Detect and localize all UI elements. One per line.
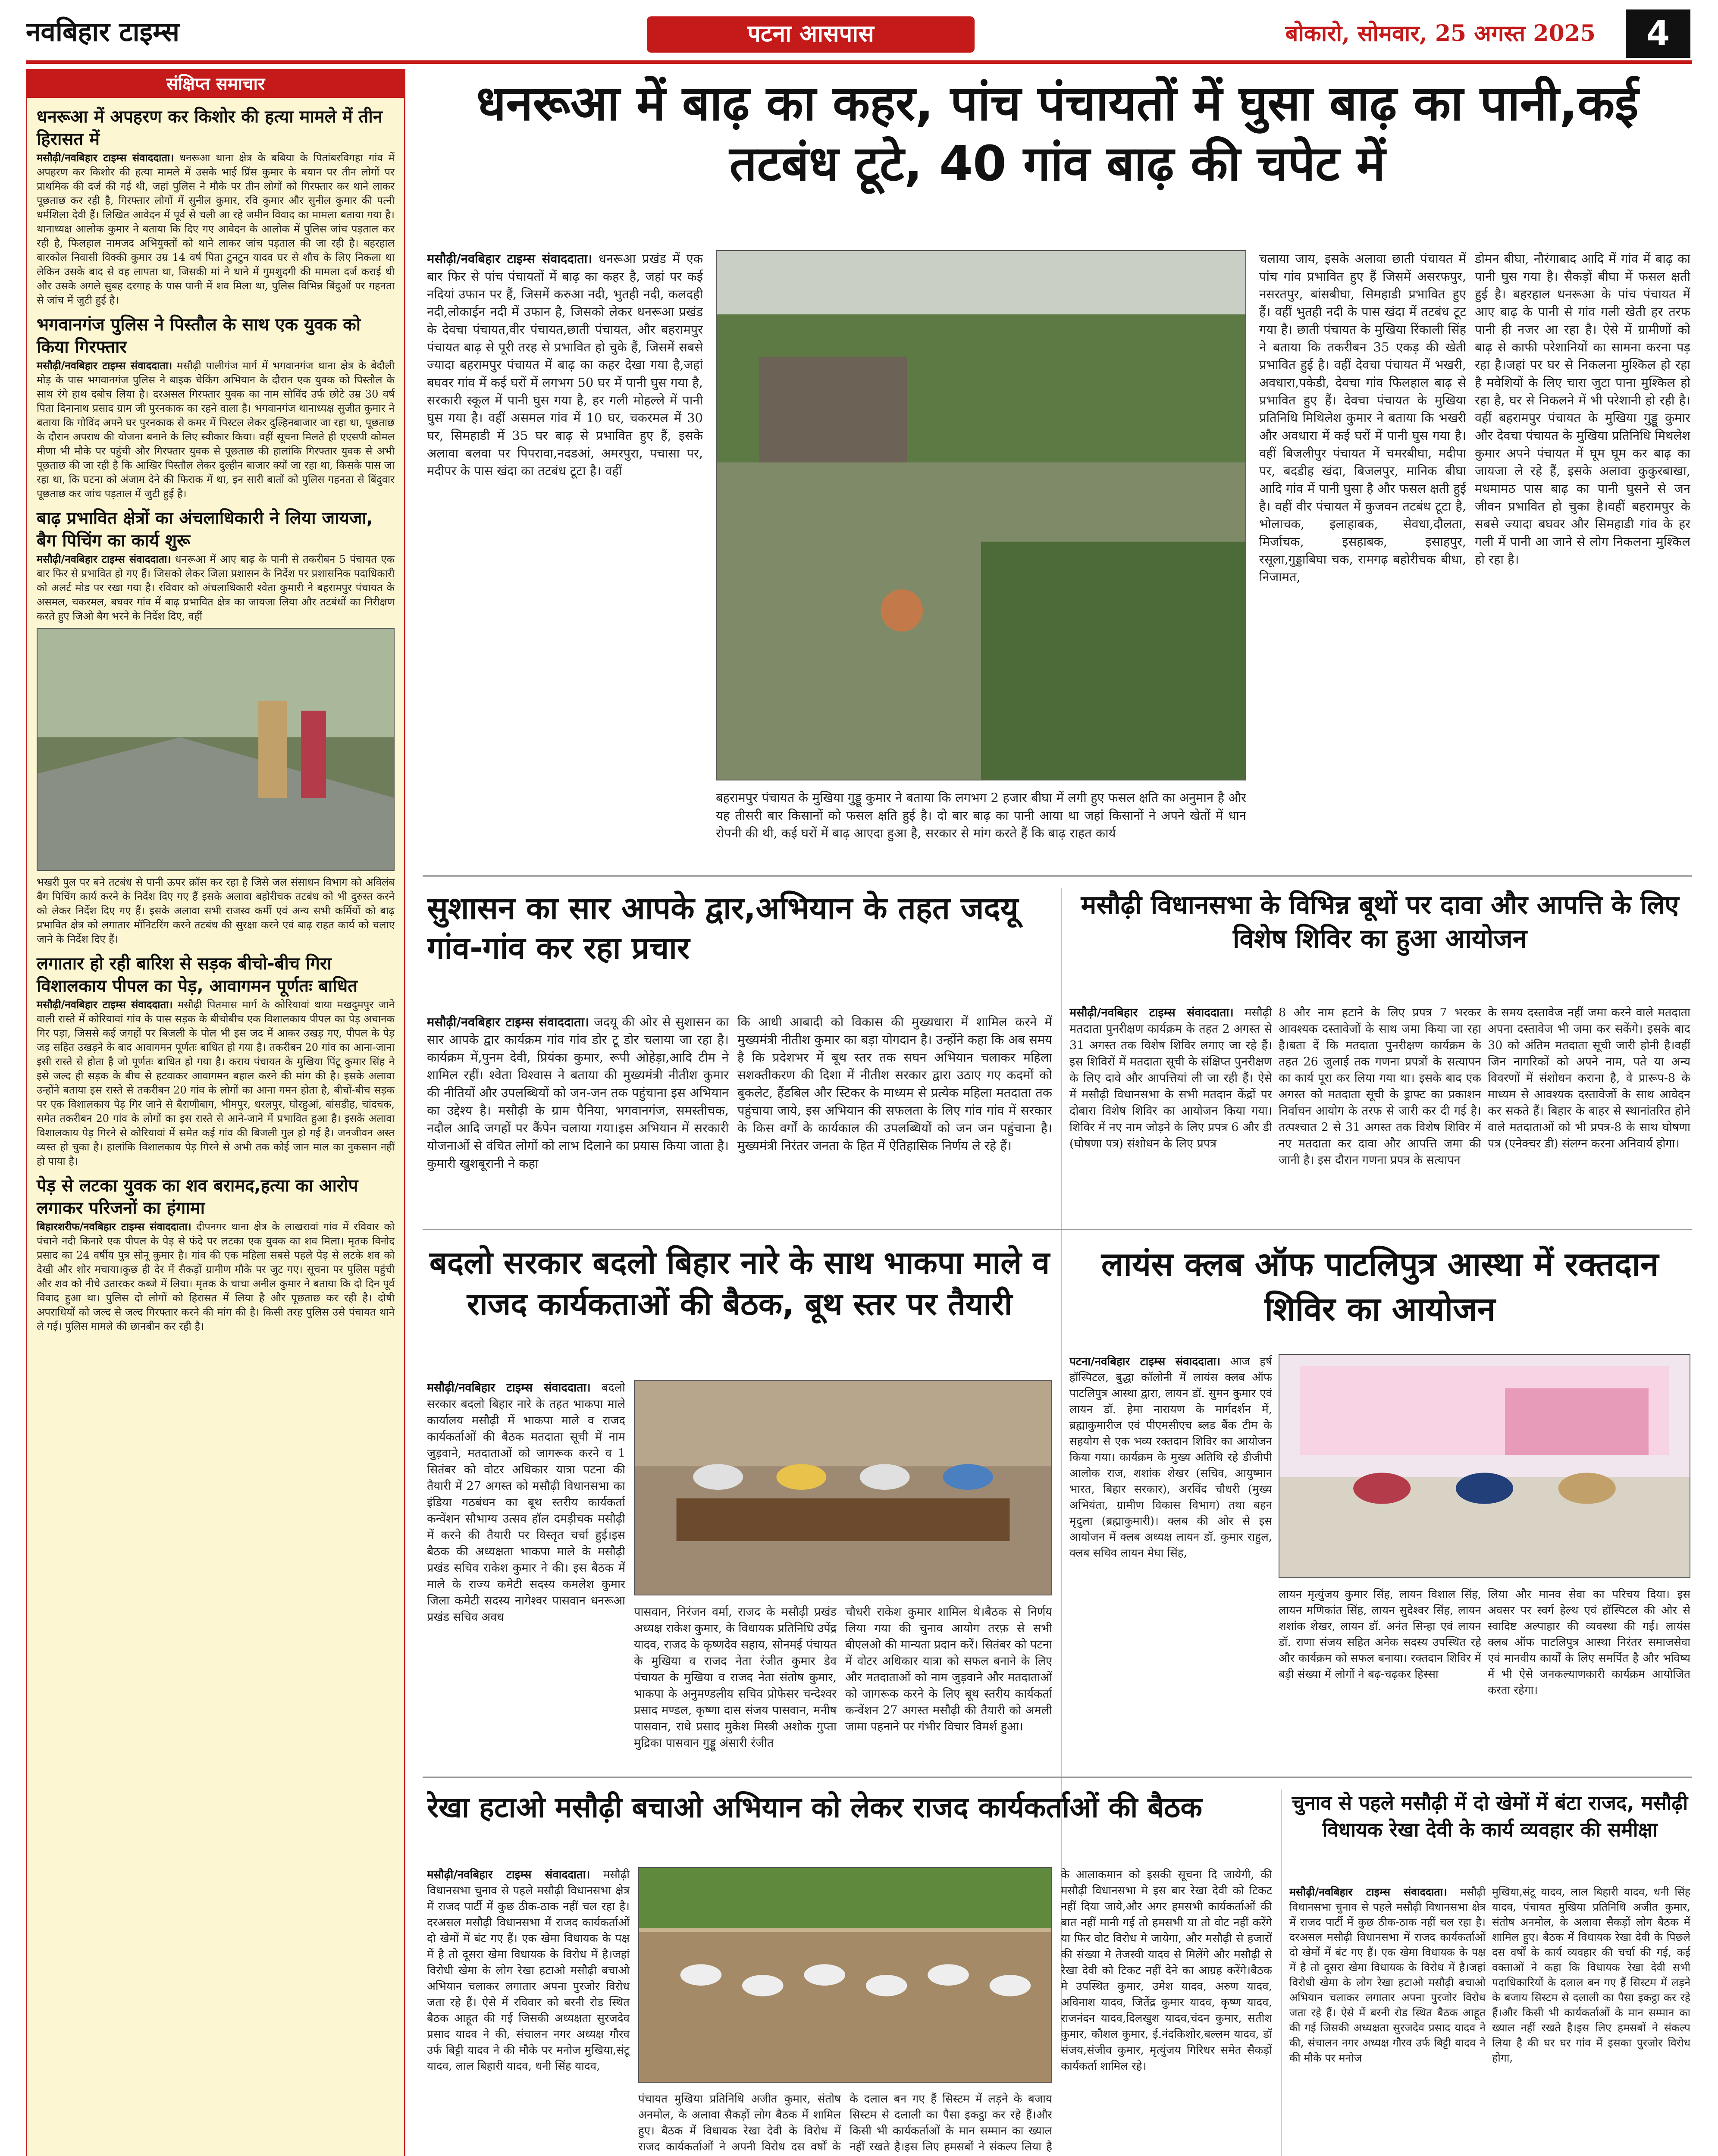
split-col-1 <box>1289 1884 1486 2156</box>
section-divider <box>423 875 1692 877</box>
meeting-photo-icon <box>635 1381 1051 1595</box>
jdu-col-2: कि आधी आबादी को विकास की मुख्यधारा में शामिल करने में मुख्यमंत्री नीतीश कुमार का बड़ा योगदान है। उन्होंने कहा कि अब समय है कि प्रदेशभर में बूथ स्तर तक सघन अभियान चलाकर महिला सशक्तीकरण की दिशा में नीतीश सरकार द्वारा उठाए गए कदमों को बुकलेट, हैंडबिल और स्टिकर के माध्यम से प्रत्येक महिला मतदाता तक पहुंचाया जाये, इस अभियान की सफलता के लिए गांव गांव में सरकार के किस वर्गों के कार्यकाल की उपलब्धियों को जन जन पहुंचाना है। मुख्यमंत्री निरंतर जनता के हित में ऐतिहासिक निर्णय ले रहे हैं। <box>737 1015 1052 1153</box>
story-text: बदलो सरकार बदलो बिहार नारे के तहत भाकपा माले कार्यालय मसौढ़ी में भाकपा माले व राजद कार्यकर्ताओं की बैठक मतदाता सूची में नाम जुड़वाने, मतदाताओं को जागरूक करने व 1 सितंबर को वोटर अधिकार यात्रा पटना की तैयारी में 27 अगस्त को मसौढ़ी विधानसभा का इंडिया गठबंधन का बूथ स्तरीय कार्यकर्ता कन्वेंशन सौभाग्य उत्सव हॉल दमड़ीचक मसौढ़ी में करने की तैयारी पर विस्तृत चर्चा हुई।इस बैठक की अध्यक्षता भाकपा माले के मसौढ़ी प्रखंड सचिव राकेश कुमार ने की। इस बैठक में माले के राज्य कमेटी सदस्य कमलेश कुमार जिला कमेटी सदस्य नागेश्वर पासवान धनरूआ प्रखंड सचिव अवध <box>427 1381 625 1624</box>
story-text: आज हर्ष हॉस्पिटल, बुद्धा कॉलोनी में लायंस क्लब ऑफ पाटलिपुत्र आस्था द्वारा, लायन डॉ. सुमन कुमार एवं लायन डॉ. हेमा नारायण के मार्गदर्शन में, ब्रह्माकुमारीज एवं पीएमसीएच ब्लड बैंक टीम के सहयोग से एक भव्य रक्तदान शिविर का आयोजन किया गया। <box>1069 1355 1272 1464</box>
story-text: धनरूआ प्रखंड में एक बार फिर से पांच पंचायतों में बाढ़ का कहर है, जहां पर कई नदियां उफान पर हैं, जिसमें करुआ नदी, भुतही नदी, कलदही नदी,लोकाईन नदी में उफान है, जिसको लेकर धनरूआ प्रखंड के देवचा पंचायत,वीर पंचायत,छाती पंचायत, और बहरामपुर पंचायत बाढ़ से पूरी तरह से प्रभावित हो चुके हैं, जिसमें सबसे ज्यादा बहरामपुर पंचायत में बाढ़ का कहर देखा गया है,जहां बघवर गांव में कई घरों में लगभग 50 घर में पानी घुस गया है, सरकारी स्कूल में पानी घुस गया है, हर गली मोहल्ले में पानी घुस गया है। वहीं असमल गांव में 10 घर, चकरमल में 30 घर, सिमहाडी में 35 घर बाढ़ से प्रभावित हुए हैं, इसके अलावा बलवा पर पिपरावा,नदडआं, अमरपुरा, पचासा पर, मदीपर के पास खंदा का तटबंध टूटा है। वहीं <box>427 251 703 478</box>
section-label: पटना आसपास <box>647 16 975 53</box>
byline: मसौढ़ी/नवबिहार टाइम्स संवाददाता। <box>427 1868 590 1881</box>
sidebar-story-headline: पेड़ से लटका युवक का शव बरामद,हत्या का आरोप लगाकर परिजनों का हंगामा <box>37 1176 358 1218</box>
story-text: कार्यक्रम के मुख्य अतिथि रहे डीजीपी आलोक राज, शशांक शेखर (सचिव, आयुष्मान भारत, बिहार सरकार), अरविंद चौधरी (मुख्य अभियंता, ग्रामीण विकास विभाग) तथा बहन मृदुला (ब्रह्माकुमारी)। <box>1069 1451 1272 1528</box>
story-text: भखरी पुल पर बने तटबंध से पानी ऊपर क्रॉस कर रहा है जिसे जल संसाधन विभाग को अविलंब बैग पिचिंग कार्य करने के निर्देश दिए गए हैं इसके अलावा बहोरीचक तटबंध को भी दुरुस्त करने को लेकर निर्देश दिए गए हैं। इसके अलावा सभी राजस्व कर्मी एवं अन्य सभी कर्मियों को बाढ़ प्रभावित क्षेत्र को लगातार मॉनिटरिंग करने तटबंध की सुरक्षा करने एवं बाढ़ राहत कार्य को चलाए जाने के निर्देश दिए हैं। <box>37 876 395 945</box>
byline: बिहारशरीफ/नवबिहार टाइम्स संवाददाता। <box>37 1220 191 1233</box>
split-headline: चुनाव से पहले मसौढ़ी में दो खेमों में बंटा राजद, मसौढ़ी विधायक रेखा देवी के कार्य व्यवहार की समीक्षा <box>1292 1791 1688 1841</box>
story-text: दीपनगर थाना क्षेत्र के लाखरावां गांव में रविवार को पंचाने नदी किनारे एक पीपल के पेड़ से फंदे पर लटका एक युवक का शव मिला। मृतक विनोद प्रसाद का 24 वर्षीय पुत्र सोनू कुमार है। गांव की एक महिला सबसे पहले पेड़ से लटके शव को देखी और शोर मचाया।कुछ ही देर में सैकड़ों ग्रामीण मौके पर जुट गए। सूचना पर पुलिस पहुंची और शव को नीचे उतारकर कब्जे में लिया। मृतक के चाचा अनील कुमार ने बताया कि दो दिन पूर्व विवाद हुआ था। पुलिस दो लोगों को हिरासत में लिया है और पूछताछ कर रही है। दोषी अपराधियों को जल्द से जल्द गिरफ्तार करने की मांग की है। किसी तरह पुलिस उसे पंचायत थाने ले गई। पुलिस मामले की छानबीन कर रही है। <box>37 1221 395 1332</box>
lead-col-1 <box>427 250 703 867</box>
byline: मसौढ़ी/नवबिहार टाइम्स संवाददाता। <box>1069 1006 1234 1019</box>
story-text: मसौढ़ी पितमास मार्ग के कोरियावां थाया मखदुमपुर जाने वाली रास्ते में कोरियावां गांव के पास सड़क के बीचोबीच एक विशालकाय पीपल का पेड़ अचानक गिर पड़ा, जिससे कई जगहों पर बिजली के पोल भी इस जद में आकर उखड़ गए, पीपल के पेड़ जड़ सहित उखड़ने के बाद आवागमन पूर्णतः बाधित हो गया है। तकरीबन 20 गांव का आना-जाना इसी रास्ते से होता है जो पूर्णतः बाधित हो गया है। कराय पंचायत के मुखिया पिंटू कुमार सिंह ने इसे जल्द ही सड़क के बीच से हटवाकर आवागमन बहाल करने की मांग की है। इसके अलावा उन्होंने बताया इस रास्ते से तकरीबन 20 गांव के लोगों का आना गमन होता है, बीचों-बीच सड़क पर एक विशालकाय पेड़ गिर जाने से बैराणीबाग, भीमपुर, धरलपुर, घोरहुआं, बांसडीह, चांदचक, समेत तकरीबन 20 गांव के लोगों का इस रास्ते से आने-जाने में प्रभावित हुआ है। इसके अलावा विशालकाय पेड़ गिरने से कोरियावां में समेत कई गांव की बिजली गुल हो गई है। जनजीवन अस्त व्यस्त हो चुका है। हालांकि विशालकाय पेड़ गिरने से अभी तक कोई जान माल का नुकसान नहीं हो पाया है। <box>37 999 395 1167</box>
brief-news-sidebar <box>26 69 405 2156</box>
rekha-col-4: के आलाकमान को इसकी सूचना दि जायेगी, की मसौढ़ी विधानसभा मे इस बार रेखा देवी को टिकट नहीं दिया जाये,और अगर हमसभी कार्यकर्ताओं की बात नहीं मानी गई तो हमसभी या तो वोट नहीं करेंगे या फिर वोट विरोध मे जायेगा, और मसौढ़ी से हजारों की संख्या मे तेजस्वी यादव से मिलेंगे और मसौढ़ी से रेखा देवी को टिकट नहीं देने का आग्रह करेंगे।बैठक मे उपस्थित कुमार, उमेश यादव, अरुण यादव, अविनाश यादव, जितेंद्र कुमार यादव, कृष्ण यादव, राजनंदन यादव,दिलखुश यादव,चंदन कुमार, सतीश कुमार, कौशल कुमार, ई.नंदकिशोर,बल्लम यादव, डॉ संजय,संजीव कुमार, मृत्युंजय गिरिधर समेत सैकड़ों कार्यकर्ता शामिल रहे। <box>1061 1868 1272 2073</box>
camp-headline: मसौढ़ी विधानसभा के विभिन्न बूथों पर दावा और आपत्ति के लिए विशेष शिविर का हुआ आयोजन <box>1081 890 1679 954</box>
byline: मसौढ़ी/नवबिहार टाइम्स संवाददाता। <box>37 359 172 372</box>
sidebar-story-5 <box>27 1169 404 1334</box>
cpi-col-2: पासवान, निरंजन वर्मा, राजद के मसौढ़ी प्रखंड अध्यक्ष राकेश कुमार, के विधायक प्रतिनिधि उपेंद्र यादव, राजद के कृष्णदेव सहाय, सोनमई पंचायत के मुखिया व राजद नेता रंजीत कुमार डेव पंचायत के मुखिया व राजद नेता संतोष कुमार, भाकपा के अनुमण्डलीय सचिव प्रोफेसर चन्देश्वर प्रसाद मण्डल, कृष्णा दास संजय पासवान, मनीष पासवान, राधे प्रसाद मुकेश मिस्त्री अशोक गुप्ता मुद्रिका पासवान गुड्डू अंसारी रंजीत <box>634 1605 837 1750</box>
cpi-col-1 <box>427 1380 625 1768</box>
byline: पटना/नवबिहार टाइम्स संवाददाता। <box>1069 1355 1221 1368</box>
lions-col-3: लिया और मानव सेवा का परिचय दिया। इस अवसर पर स्वर्ग हेल्थ एवं हॉस्पिटल की ओर से स्वादिष्ट अल्पाहार की व्यवस्था की गई। लायंस क्लब ऑफ पाटलिपुत्र आस्था निरंतर समाजसेवा एवं मानवीय कार्यों के लिए समर्पित है और भविष्य में भी ऐसे जनकल्याणकारी कार्यक्रम आयोजित करता रहेगा। <box>1488 1588 1690 1697</box>
sidebar-story-1 <box>27 98 404 307</box>
rekha-headline: रेखा हटाओ मसौढ़ी बचाओ अभियान को लेकर राजद कार्यकर्ताओं की बैठक <box>427 1791 1203 1824</box>
byline: मसौढ़ी/नवबिहार टाइम्स संवाददाता। <box>427 1381 591 1395</box>
lions-col-2: लायन मृत्युंजय कुमार सिंह, लायन विशाल सिंह, लायन मणिकांत सिंह, लायन सुदेश्वर सिंह, लायन शशांक शेखर, लायन डॉ. अनंत सिन्हा एवं लायन डॉ. राणा संजय सहित अनेक सदस्य उपस्थित रहे और कार्यक्रम को सफल बनाया। रक्तदान शिविर में बड़ी संख्या में लोगों ने बढ़-चढ़कर हिस्सा <box>1279 1588 1481 1681</box>
page-number: 4 <box>1626 9 1690 58</box>
byline: मसौढ़ी/नवबिहार टाइम्स संवाददाता। <box>37 553 171 565</box>
paper-name: नवबिहार टाइम्स <box>26 16 180 47</box>
cpi-col-3: चौधरी राकेश कुमार शामिल थे।बैठक से निर्णय लिया गया की चुनाव आयोग तरफ़ से सभी बीएलओ की मान्यता प्रदान करें। सितंबर को पटना में वोटर अधिकार यात्रा को सफल बनाने के लिए और मतदाताओं को नाम जुड़वाने और मतदाताओं को जागरूक करने के लिए बूथ स्तरीय कार्यकर्ता कन्वेंशन 27 अगस्त मसौढ़ी की तैयारी को अमली जामा पहनाने पर गंभीर विचार विमर्श हुआ। <box>845 1605 1052 1733</box>
sidebar-story-headline: धनरूआ में अपहरण कर किशोर की हत्या मामले में तीन हिरासत में <box>37 107 382 149</box>
byline: मसौढ़ी/नवबिहार टाइम्स संवाददाता। <box>1289 1886 1447 1898</box>
flood-photo-icon <box>717 251 1245 780</box>
lions-headline: लायंस क्लब ऑफ पाटलिपुत्र आस्था में रक्तदान शिविर का आयोजन <box>1101 1245 1659 1328</box>
sidebar-story-2 <box>27 307 404 501</box>
camp-col-3: के समय दस्तावेज नहीं जमा करने वाले मतदाता अपना दस्तावेज भी जमा कर सकेंगे। इसके बाद 30 को अंतिम मतदाता सूची जारी होनी है।वहीं जिन नागरिकों को अपने नाम, पते या अन्य विवरणों में संशोधन कराना है, वे प्रारूप-8 के माध्यम से आवश्यक दस्तावेजों के साथ आवेदन कर सकते हैं। बिहार के बाहर से स्थानांतरित होने वाले मतदाताओं को भी प्रपत्र-8 के साथ घोषणा पत्र (एनेक्चर डी) संलग्न करना अनिवार्य होगा। <box>1488 1006 1690 1150</box>
column-divider <box>1281 1789 1282 2156</box>
place-date: बोकारो, सोमवार, 25 अगस्त 2025 <box>1285 20 1596 47</box>
story-text: मसौढ़ी पालीगंज मार्ग में भगवानगंज थाना क्षेत्र के बेदौली मोड़ के पास भगवानगंज पुलिस ने बाइक चेकिंग अभियान के दौरान एक युवक को पिस्तौल के साथ रंगे हाथ दबोच लिया है। दरअसल गिरफ्तार युवक का नाम सोविंद उर्फ छोटे उम्र 30 वर्ष पिता दिनानाथ प्रसाद ग्राम जी पुरनकाक का रहने वाला है। भगवानगंज थानाध्यक्ष सुजीत कुमार ने बताया कि गोविंद अपने घर पुरनकाक से कमर में पिस्टल लेकर दुल्हिनबाजार जा रहा था, पूछताछ के दौरान अपराध की योजना बनाने के लिए स्वीकार किया। वहीं सूचना मिलते ही एएसपी कोमल मीणा भी मौके पर पहुंची और गिरफ्तार युवक से पूछताछ की हालांकि गिरफ्तार युवक से अभी पूछताछ की जा रही है कि आखिर पिस्तौल लेकर दुल्हीन बाजार क्यों जा रहा था, किसके पास जा रहा था, कि घटना को अंजाम देने की फिराक में था, इन सारी बातों को पुलिस गहनता से बिंदुवार पूछताछ कर जांच पड़ताल में जुटी हुई है। <box>37 360 395 500</box>
cpi-headline: बदलो सरकार बदलो बिहार नारे के साथ भाकपा माले व राजद कार्यकताओं की बैठक, बूथ स्तर पर तैयारी <box>429 1244 1050 1322</box>
section-divider <box>423 1229 1692 1230</box>
byline: मसौढ़ी/नवबिहार टाइम्स संवाददाता। <box>37 998 173 1011</box>
lead-col-4: डोमन बीघा, नौरंगाबाद आदि में गांव में बाढ़ का पानी घुस गया है। सैकड़ों बीघा में फसल क्षती हुई है। बहरहाल धनरूआ के पांच पंचायत में आए बाढ़ के पानी से गांव गली खेती हर तरफ पानी ही नजर आ रहा है। ऐसे में ग्रामीणों को बाढ़ से काफी परेशानियों का सामना करना पड़ रहा है।जहां पर घर से निकलना मुश्किल हो रहा है मवेशियों के लिए चारा जुटा पाना मुश्किल हो रहा है, घर से निकलने में भी परेशानी हो रही है। वहीं बहरामपुर पंचायत के मुखिया गुड्डू कुमार और देवचा पंचायत के मुखिया प्रतिनिधि मिथलेश कुमार अपने पंचायत में घूम घूम कर बाढ़ का जायजा ले रहे हैं, इसके अलावा कुकुरबाखा, मधमामठ पास बाढ़ का पानी घुसने से जन जीवन प्रभावित हो चुका है।वहीं बहरामपुर के सबसे ज्यादा बघवर और सिमहाडी गांव के हर गली में पानी आ जाने से लोग निकलना मुश्किल हो रहा है। <box>1475 251 1690 567</box>
story-text: धनरूआ थाना क्षेत्र के बबिया के पितांबरविगहा गांव में अपहरण कर किशोर की हत्या मामले में उसके भाई प्रिंस कुमार के बयान पर तीन लोगों पर प्राथमिक की दर्ज की गई थी, जहां पुलिस ने मौके पर तीन लोगों को गिरफ्तार कर थाने लाकर पूछताछ कर रही है, गिरफ्तार लोगों में सुनील कुमार, रवि कुमार और सुनील कुमार की पत्नी धर्मशिला देवी हैं। लिखित आवेदन में पूर्व से चली आ रहे जमीन विवाद का मामला बताया गया है। थानाध्यक्ष आलोक कुमार ने बताया कि दिए गए आवेदन के आलोक में पुलिस जांच पड़ताल कर रही है, फिलहाल नामजद अभियुक्तों को थाने लाकर जांच पड़ताल की जा रही है। बहरहाल बारकोल निवासी विक्की कुमार उम्र 14 वर्ष पिता टुनटुन यादव घर से शौच के लिए निकला था लेकिन उसके बाद से वह लापता था, जिसकी मां ने थाने में गुमशुदगी की मामला दर्ज कराई थी और उसके अगले सुबह दरगाह के पास पानी में शव मिला था, पुलिस विभिन्न बिंदुओं पर गहनता से जांच में जुटी हुई है। <box>37 152 395 306</box>
blood-camp-photo <box>1279 1354 1690 1578</box>
rekha-col-2: पंचायत मुखिया प्रतिनिधि अजीत कुमार, संतोष अनमोल, के अलावा सैकड़ों लोग बैठक में शामिल हुए। बैठक में विधायक रेखा देवी के विरोध में राजद कार्यकर्ताओं ने अपनी विरोध दस वर्षों के <box>638 2093 841 2153</box>
section-divider <box>423 1777 1692 1778</box>
flood-inspection-photo <box>37 628 395 871</box>
byline: मसौढ़ी/नवबिहार टाइम्स संवाददाता। <box>37 151 174 164</box>
story-text: क्लब की ओर से इस आयोजन में क्लब अध्यक्ष लायन डॉ. कुमार राहुल, क्लब सचिव लायन मेघा सिंह, <box>1069 1515 1272 1560</box>
lead-headline: धनरूआ में बाढ़ का कहर, पांच पंचायतों में घुसा बाढ़ का पानी,कई तटबंध टूटे, 40 गांव बाढ़ की चपेट में <box>476 75 1639 192</box>
story-text: जदयू की ओर से सुशासन का सार आपके द्वार कार्यक्रम गांव गांव डोर टू डोर चलाया जा रहा है। कार्यक्रम में,पुनम देवी, प्रियंका कुमार, रूपी ओहेड़ा,आदि टीम ने शामिल रहीं। श्वेता विश्वास ने बताया की मुख्यमंत्री नीतीश कुमार की नीतियों और उपलब्धियों को जन-जन तक पहुंचाना इस अभियान का उद्देश्य है। मसौढ़ी के ग्राम पैनिया, भगवानगंज, समस्तीचक, नदौल आदि जगहों पर कैंपेन चलाया गया।इस अभियान में सरकारी योजनाओं से वंचित लोगों को लाभ दिलाने का प्रयास किया जाता है। कुमारी खुशबूरानी ने कहा <box>427 1015 729 1171</box>
sidebar-story-3 <box>27 501 404 946</box>
camp-col-2: 8 और नाम हटाने के लिए प्रपत्र 7 भरकर आवश्यक दस्तावेजों के साथ जमा किया जा रहा है।बता दें कि मतदाता पुनरीक्षण कार्यक्रम के तहत 26 जुलाई तक गणना प्रपत्रों के सत्यापन का कार्य पूरा कर लिया गया था। इसके बाद एक अगस्त को मतदाता सूची के ड्राफ्ट का प्रकाशन निर्वाचन आयोग के तरफ से जारी कर दी गई है। तत्पश्चात 2 से 31 अगस्त तक विशेष शिविर में नए मतदाता कर दावा और आपत्ति जमा की जानी है। इस दौरान गणना प्रपत्र के सत्यापन <box>1279 1006 1481 1167</box>
camp-col-1 <box>1069 1005 1272 1220</box>
story-text: मसौढ़ी विधानसभा चुनाव से पहले मसौढ़ी विधानसभा क्षेत्र में राजद पार्टी में कुछ ठीक-ठाक नहीं चल रहा है। दरअसल मसौढ़ी विधानसभा में राजद कार्यकर्ताओं दो खेमों में बंट गए हैं। एक खेमा विधायक के पक्ष में है तो दूसरा खेमा विधायक के विरोध में है।जहां विरोधी खेमा के लोग रेखा हटाओ मसौढ़ी बचाओ अभियान चलाकर लगातार अपना पुरजोर विरोध जता रहे हैं। ऐसे में बरनी रोड स्थित बैठक आहूत की गई जिसकी अध्यक्षता सुरजदेव प्रसाद यादव ने की, संचालन नगर अध्यक्ष गौरव उर्फ बिट्टी यादव ने की मौके पर मनोज <box>1289 1886 1486 2064</box>
sidebar-heading: संक्षिप्त समाचार <box>27 70 404 98</box>
story-text: मसौढ़ी मतदाता पुनरीक्षण कार्यक्रम के तहत 2 अगस्त से 31 अगस्त तक विशेष शिविर लगाए जा रहे हैं। इस शिविरों में मतदाता सूची के संक्षिप्त पुनरीक्षण के लिए दावे और आपत्तियां ली जा रही हैं। ऐसे में मसौढ़ी विधानसभा के सभी मतदान केंद्रों पर दोबारा विशेष शिविर का आयोजन किया गया। शिविर में नए नाम जोड़ने के लिए प्रपत्र 6 और डी (घोषणा पत्र) संशोधन के लिए प्रपत्र <box>1069 1006 1272 1150</box>
byline: मसौढ़ी/नवबिहार टाइम्स संवाददाता। <box>427 1015 589 1029</box>
split-col-2: मुखिया,संटू यादव, लाल बिहारी यादव, धनी सिंह यादव, पंचायत मुखिया प्रतिनिधि अजीत कुमार, संतोष अनमोल, के अलावा सैकड़ों लोग बैठक में शामिल हुए। बैठक में विधायक रेखा देवी के पिछले दस वर्षों के कार्य व्यवहार की चर्चा की गई, कई वक्ताओं ने कहा कि विधायक रेखा देवी सभी पदाधिकारियों के दलाल बन गए हैं सिस्टम में लड़ने के बजाय सिस्टम से दलाली का पैसा इकट्ठा कर रहे हैं।और किसी भी कार्यकर्ताओं के मान सम्मान का ख्याल नहीं रखते है।इस लिए हमसबों ने संकल्प लिया है की घर घर गांव में इसका पुरजोर विरोध होगा, <box>1492 1886 1690 2064</box>
jdu-col-1 <box>427 1013 729 1220</box>
lead-col-3: चलाया जाय, इसके अलावा छाती पंचायत में पांच गांव प्रभावित हुए हैं जिसमें असरफपुर, नसरतपुर, बांसबीघा, सिमहाडी प्रभावित हुए हैं। वहीं भुतही नदी के पास खंदा में तटबंध टूट गया है। छाती पंचायत के मुखिया रिंकाली सिंह ने बताया कि तकरीबन 35 एकड़ की खेती प्रभावित हुई है। वहीं देवचा पंचायत में भखरी, अवधारा,पकेडी, देवचा गांव फिलहाल बाढ़ से प्रभावित हुए हैं। देवचा पंचायत के मुखिया प्रतिनिधि मिथिलेश कुमार ने बताया कि भखरी और अवधारा में कई घरों में पानी घुस गया है। वहीं बिजलीपुर पंचायत में चमरबीघा, मदीपा पर, बदडीह खंदा, बिजलपुर, मानिक बीघा आदि गांव में पानी घुसा है और फसल क्षती हुई है। वहीं वीर पंचायत में कुजवन तटबंध टूटा है, भोलाचक, इलाहाबक, सेवधा,दौलता, मिर्जाचक, इसहाबक, इसाहपुर, रसूला,गुड्डाबिघा चक, रामगढ़ बहोरीचक बीधा, निजामत, <box>1259 251 1466 584</box>
rekha-col-1 <box>427 1867 630 2156</box>
lead-photo-caption: बहरामपुर पंचायत के मुखिया गुड्डू कुमार ने बताया कि लगभग 2 हजार बीघा में लगी हुए फसल क्षति का अनुमान है और यह तीसरी बार किसानों को फसल क्षति हुई है। दो बार बाढ़ का पानी आया था जहां किसानों ने अपने खेतों में धान रोपनी की थी, कई घरों में बाढ़ आएदा हुआ है, सरकार से मांग करते हैं कि बाढ़ राहत कार्य <box>716 790 1246 840</box>
sidebar-story-4 <box>27 946 404 1169</box>
rjd-meeting-photo <box>638 1867 1052 2083</box>
rekha-col-3: के दलाल बन गए हैं सिस्टम में लड़ने के बजाय सिस्टम से दलाली का पैसा इकट्ठा कर रहे हैं।और किसी भी कार्यकर्ताओं के मान सम्मान का ख्याल नहीं रखते है।इस लिए हमसबों ने संकल्प लिया है <box>850 2093 1052 2153</box>
lions-col-1 <box>1069 1354 1272 1768</box>
sidebar-story-headline: लगातार हो रही बारिश से सड़क बीचो-बीच गिरा विशालकाय पीपल का पेड़, आवागमन पूर्णतः बाधित <box>37 954 358 996</box>
flood-scene-photo <box>716 250 1246 780</box>
story-text: धनरूआ में आए बाढ़ के पानी से तकरीबन 5 पंचायत एक बार फिर से प्रभावित हो गए हैं। जिसको लेकर जिला प्रशासन के निर्देश पर प्रशासनिक पदाधिकारी को अलर्ट मोड पर रखा गया है। रविवार को अंचलाधिकारी श्वेता कुमारी ने बहरामपुर पंचायत के असमल, चकरमल, बघवर गांव में बाढ़ प्रभावित क्षेत्र का जायजा लिया और तटबंधों का निरीक्षण करते हुए जिओ बैग भरने के निर्देश दिए, वहीं <box>37 553 395 622</box>
story-text: मसौढ़ी विधानसभा चुनाव से पहले मसौढ़ी विधानसभा क्षेत्र में राजद पार्टी में कुछ ठीक-ठाक नहीं चल रहा है। दरअसल मसौढ़ी विधानसभा में राजद कार्यकर्ताओं दो खेमों में बंट गए हैं। एक खेमा विधायक के पक्ष में है तो दूसरा खेमा विधायक के विरोध में है।जहां विरोधी खेमा के लोग रेखा हटाओ मसौढ़ी बचाओ अभियान चलाकर लगातार अपना पुरजोर विरोध जता रहे हैं। ऐसे में रविवार को बरनी रोड स्थित बैठक आहूत की गई जिसकी अध्यक्षता सुरजदेव प्रसाद यादव ने की, संचालन नगर अध्यक्ष गौरव उर्फ बिट्टी यादव ने की मौके पर मनोज मुखिया,संटू यादव, लाल बिहारी यादव, धनी सिंह यादव, <box>427 1868 630 2073</box>
sidebar-story-headline: भगवानगंज पुलिस ने पिस्तौल के साथ एक युवक को किया गिरफ्तार <box>37 315 361 357</box>
photo-icon <box>38 629 394 870</box>
masthead-rule <box>26 60 1692 64</box>
blood-camp-photo-icon <box>1279 1355 1690 1577</box>
meeting-photo <box>634 1380 1052 1595</box>
jdu-headline: सुशासन का सार आपके द्वार,अभियान के तहत जदयू गांव-गांव कर रहा प्रचार <box>427 890 1019 966</box>
byline: मसौढ़ी/नवबिहार टाइम्स संवाददाता। <box>427 251 593 266</box>
rjd-meeting-photo-icon <box>639 1868 1051 2082</box>
sidebar-story-headline: बाढ़ प्रभावित क्षेत्रों का अंचलाधिकारी ने लिया जायजा, बैग पिचिंग का कार्य शुरू <box>37 508 373 551</box>
